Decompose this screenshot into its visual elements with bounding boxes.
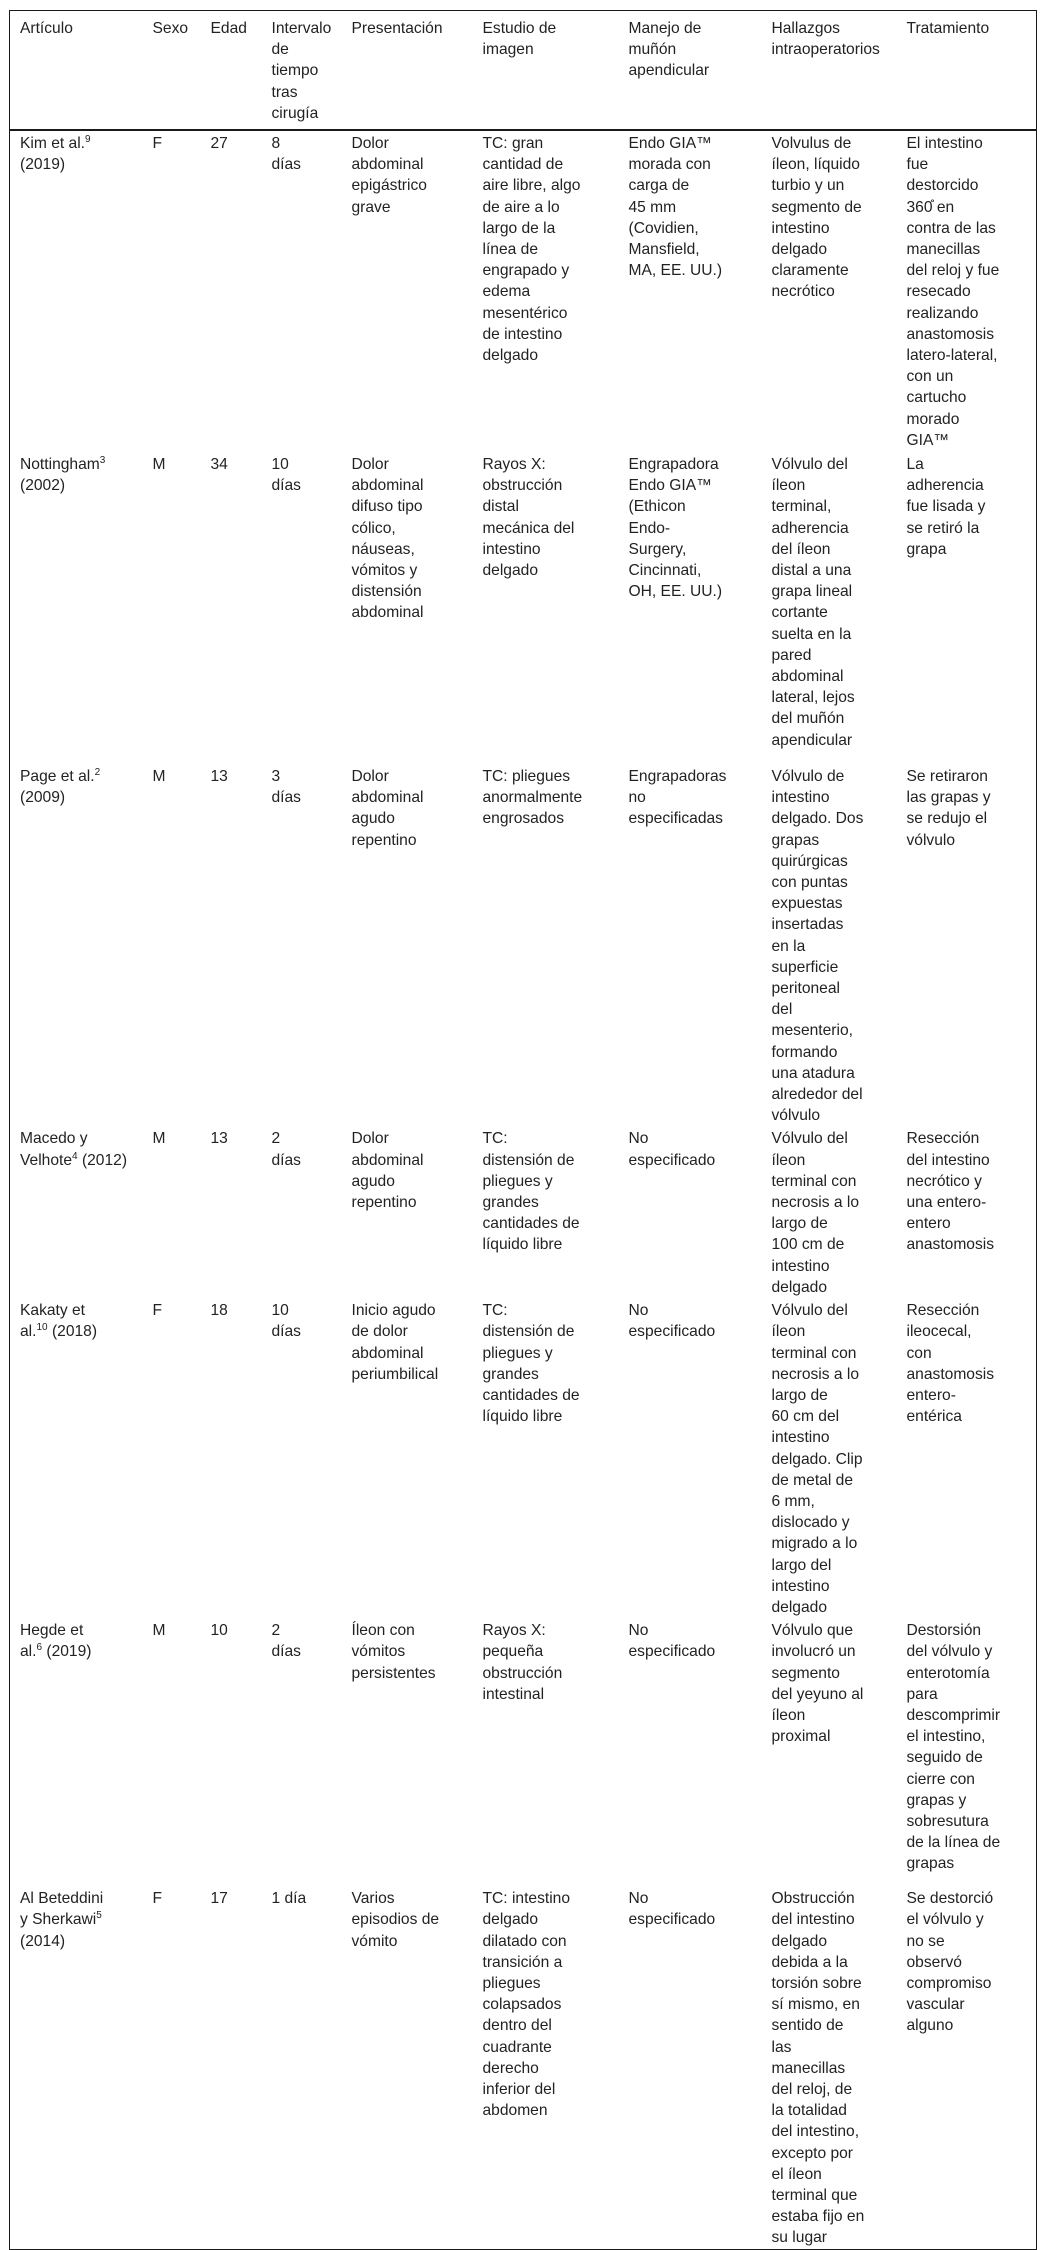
cell-tratamiento: La adherencia fue lisada y se retiró la grapa	[906, 456, 986, 558]
article-year: (2012)	[81, 1151, 128, 1169]
table-row	[10, 764, 1037, 1126]
cell-presentacion: Dolor abdominal agudo repentino	[351, 768, 424, 849]
cell-articulo	[10, 130, 143, 452]
reference-number: 6	[36, 1642, 43, 1654]
cell-estudio-imagen: TC: distensión de pliegues y grandes cantidades de líquido libre	[482, 1302, 580, 1426]
cell-intervalo: 3 días	[271, 768, 301, 807]
cell-estudio-imagen: TC: intestino delgado dilatado con transición a pliegues colapsados dentro del cuadrante derecho inferior del abdomen	[482, 1890, 571, 2120]
article-year: (2018)	[51, 1323, 98, 1341]
table-row	[10, 1126, 1037, 1298]
cell-sexo: M	[152, 456, 166, 474]
table-row	[10, 1298, 1037, 1618]
article-year: (2019)	[20, 156, 66, 174]
table-row	[10, 1886, 1037, 2249]
article-author: Kakaty et al.	[20, 1302, 86, 1341]
cell-edad: 13	[210, 1130, 228, 1148]
cell-articulo	[10, 764, 143, 1126]
cell-hallazgos: Vólvulo del íleon terminal con necrosis a lo largo de 60 cm del intestino delgado. Clip de metal de 6 mm, dislocado y migrado a lo largo del intestino delgado	[771, 1302, 863, 1616]
cell-tratamiento: Destorsión del vólvulo y enterotomía para descomprimir el intestino, seguido de cierre con grapas y sobresutura de la línea de grapas	[906, 1622, 1001, 1873]
cell-manejo-munon: Engrapadora Endo GIA™ (Ethicon Endo- Surgery, Cincinnati, OH, EE. UU.)	[628, 456, 723, 601]
cell-hallazgos: Vólvulo de intestino delgado. Dos grapas quirúrgicas con puntas expuestas insertadas en la superficie peritoneal del mesenterio, formando una atadura alrededor del vólvulo	[771, 768, 864, 1125]
cell-estudio-imagen: Rayos X: obstrucción distal mecánica del intestino delgado	[482, 456, 575, 580]
article-author: Kim et al.	[20, 135, 85, 153]
cell-intervalo: 8 días	[271, 135, 301, 174]
reference-number: 9	[85, 134, 91, 146]
cell-tratamiento: Resección del intestino necrótico y una entero- entero anastomosis	[906, 1130, 995, 1254]
cell-sexo: M	[152, 1622, 166, 1640]
cell-edad: 17	[210, 1890, 228, 1908]
article-author: Nottingham	[20, 456, 100, 474]
cell-edad: 18	[210, 1302, 228, 1320]
header-presentacion: Presentación	[342, 11, 473, 131]
cell-edad: 13	[210, 768, 228, 786]
article-author: Hegde et al.	[20, 1622, 84, 1661]
header-edad: Edad	[201, 11, 262, 131]
cell-tratamiento: El intestino fue destorcido 360̊ en contra de las manecillas del reloj y fue resecado realizando anastomosis latero-lateral, con un cartucho morado GIA™	[906, 135, 1000, 449]
cell-manejo-munon: No especificado	[628, 1302, 716, 1341]
article-author: Page et al.	[20, 768, 95, 786]
cell-sexo: M	[152, 768, 166, 786]
header-articulo: Artículo	[10, 11, 143, 131]
cell-tratamiento: Se retiraron las grapas y se redujo el vólvulo	[906, 768, 991, 849]
cell-sexo: F	[152, 1890, 163, 1908]
cell-articulo	[10, 452, 143, 764]
cell-manejo-munon: No especificado	[628, 1622, 716, 1661]
header-estudio-imagen: Estudio de imagen	[473, 11, 619, 131]
header-hallazgos: Hallazgos intraoperatorios	[762, 11, 897, 131]
cell-presentacion: Dolor abdominal epigástrico grave	[351, 135, 427, 216]
cell-intervalo: 10 días	[271, 456, 301, 495]
cell-sexo: F	[152, 135, 163, 153]
article-author: Macedo y Velhote	[20, 1130, 88, 1169]
article-author: Al Beteddini y Sherkawi	[20, 1890, 104, 1929]
cell-hallazgos: Obstrucción del intestino delgado debida a la torsión sobre sí mismo, en sentido de las manecillas del reloj, de la totalidad del intestino, excepto por el íleon terminal que estaba fijo en su lugar	[771, 1890, 865, 2247]
cell-estudio-imagen: TC: gran cantidad de aire libre, algo de aire a lo largo de la línea de engrapado y edema mesentérico de intestino delgado	[482, 135, 581, 365]
reference-number: 10	[36, 1322, 48, 1334]
cell-articulo	[10, 1298, 143, 1618]
table-row	[10, 452, 1037, 764]
reference-number: 4	[72, 1150, 78, 1162]
cell-estudio-imagen: Rayos X: pequeña obstrucción intestinal	[482, 1622, 563, 1703]
cell-tratamiento: Resección ileocecal, con anastomosis entero- entérica	[906, 1302, 995, 1426]
table-header	[10, 11, 1037, 131]
cell-edad: 34	[210, 456, 228, 474]
cell-intervalo: 2 días	[271, 1130, 301, 1169]
cell-manejo-munon: No especificado	[628, 1890, 716, 1929]
table-row	[10, 130, 1037, 452]
reference-number: 5	[96, 1910, 102, 1922]
cell-presentacion: Íleon con vómitos persistentes	[351, 1622, 436, 1682]
cell-intervalo: 10 días	[271, 1302, 301, 1341]
cell-hallazgos: Vólvulo del íleon terminal con necrosis a lo largo de 100 cm de intestino delgado	[771, 1130, 860, 1296]
cell-intervalo: 2 días	[271, 1622, 301, 1661]
cell-presentacion: Inicio agudo de dolor abdominal periumbilical	[351, 1302, 439, 1383]
cell-tratamiento: Se destorció el vólvulo y no se observó compromiso vascular alguno	[906, 1890, 994, 2035]
cell-presentacion: Dolor abdominal difuso tipo cólico, náuseas, vómitos y distensión abdominal	[351, 456, 424, 622]
cell-presentacion: Dolor abdominal agudo repentino	[351, 1130, 424, 1212]
cell-edad: 27	[210, 135, 228, 153]
cell-hallazgos: Vólvulo que involucró un segmento del yeyuno al íleon proximal	[771, 1622, 864, 1746]
cell-presentacion: Varios episodios de vómito	[351, 1890, 440, 1950]
cell-articulo	[10, 1886, 143, 2249]
cell-estudio-imagen: TC: pliegues anormalmente engrosados	[482, 768, 583, 828]
cell-hallazgos: Volvulus de íleon, líquido turbio y un segmento de intestino delgado claramente necrótico	[771, 135, 862, 301]
reference-number: 2	[94, 767, 101, 779]
case-table	[9, 10, 1037, 2250]
header-intervalo: Intervalo de tiempo tras cirugía	[262, 11, 342, 131]
cell-intervalo: 1 día	[271, 1890, 307, 1908]
cell-estudio-imagen: TC: distensión de pliegues y grandes cantidades de líquido libre	[482, 1130, 580, 1254]
cell-edad: 10	[210, 1622, 228, 1640]
article-year: (2014)	[20, 1932, 66, 1950]
cell-articulo	[10, 1126, 143, 1298]
cell-manejo-munon: Endo GIA™ morada con carga de 45 mm (Covidien, Mansfield, MA, EE. UU.)	[628, 135, 723, 280]
cell-sexo: F	[152, 1302, 163, 1320]
reference-number: 3	[99, 455, 106, 467]
article-year: (2019)	[46, 1643, 92, 1661]
cell-sexo: M	[152, 1130, 166, 1148]
table-row	[10, 1618, 1037, 1886]
cell-hallazgos: Vólvulo del íleon terminal, adherencia del íleon distal a una grapa lineal cortante suelta en la pared abdominal lateral, lejos del muñón apendicular	[771, 456, 855, 749]
header-sexo: Sexo	[143, 11, 201, 131]
article-year: (2009)	[20, 789, 66, 807]
cell-manejo-munon: No especificado	[628, 1130, 716, 1169]
header-manejo-munon: Manejo de muñón apendicular	[619, 11, 762, 131]
header-row	[10, 11, 1037, 131]
cell-manejo-munon: Engrapadoras no especificadas	[628, 768, 727, 828]
cell-articulo	[10, 1618, 143, 1886]
header-tratamiento: Tratamiento	[897, 11, 1037, 131]
article-year: (2002)	[20, 477, 66, 495]
table-body	[10, 130, 1037, 2249]
